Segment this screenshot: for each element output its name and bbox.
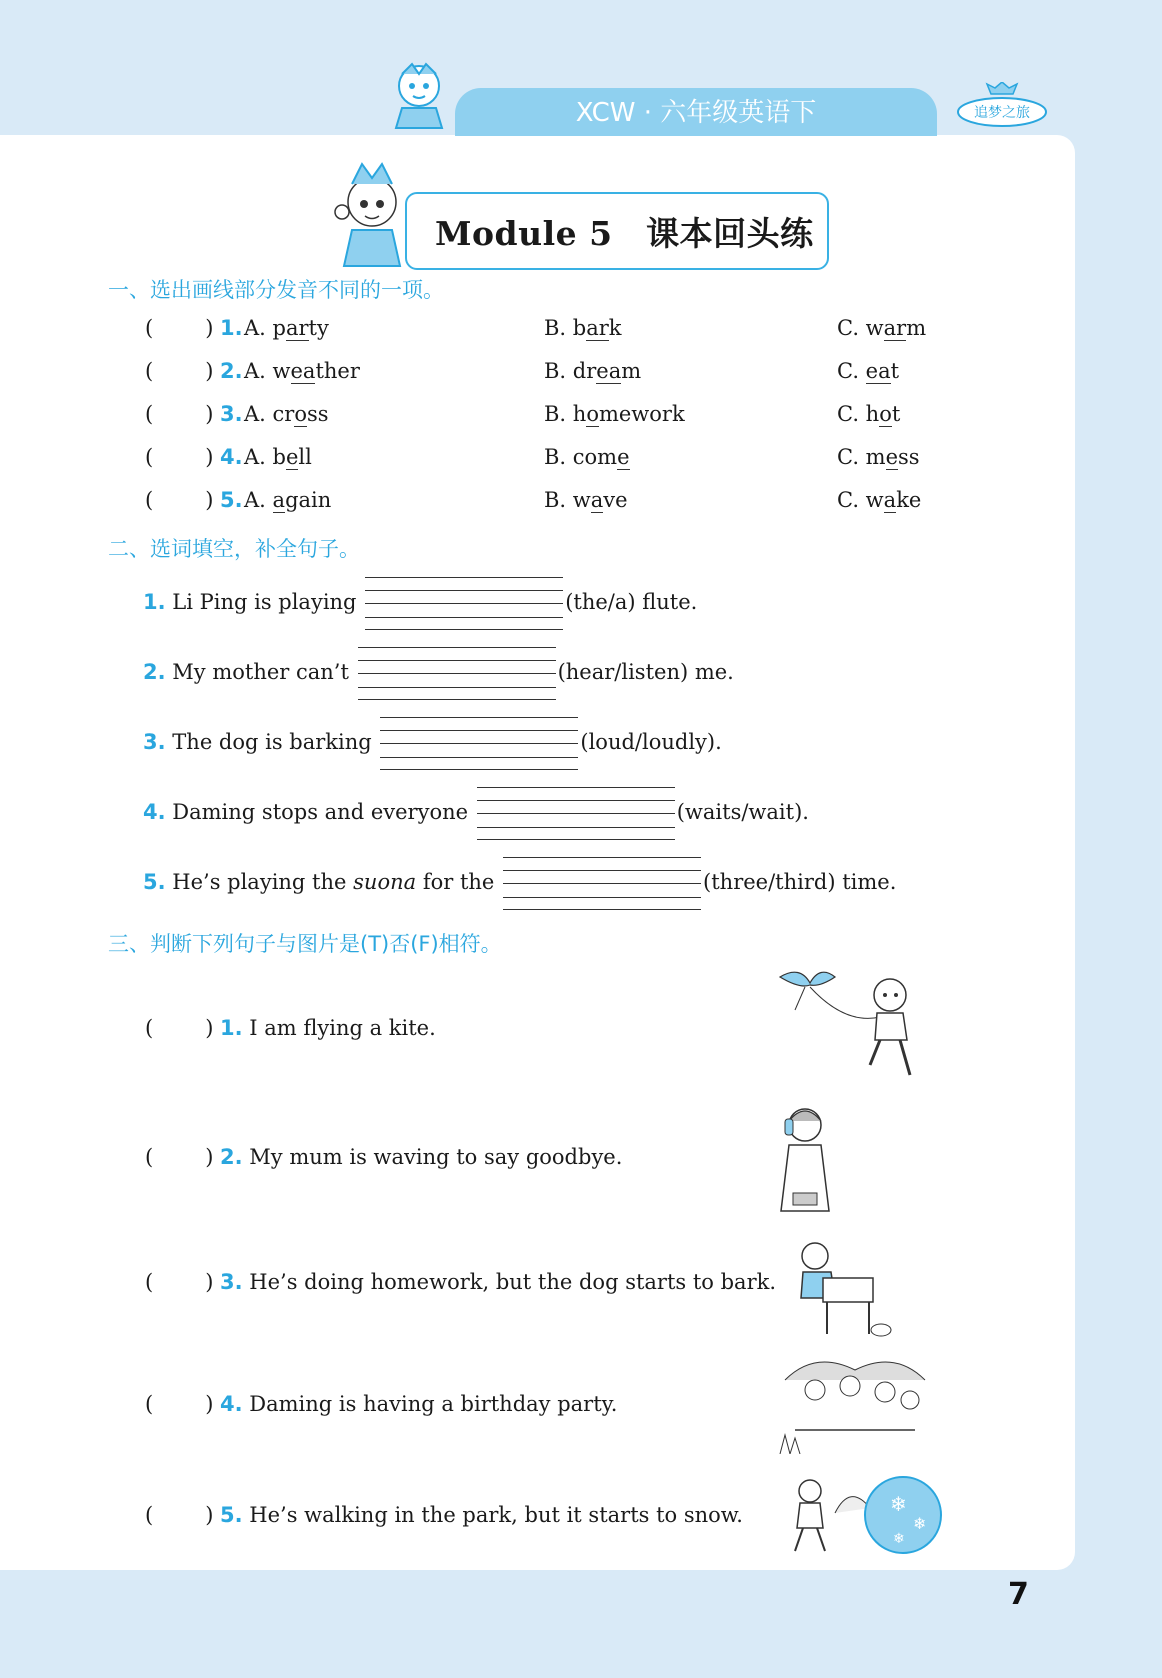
answer-blank[interactable]: ( ) xyxy=(145,1016,214,1040)
svg-text:❄: ❄ xyxy=(890,1492,907,1516)
question-number: 4. xyxy=(220,445,243,469)
fill-blank-sentence: 4. Daming stops and everyone (waits/wait). xyxy=(143,800,809,827)
answer-blank[interactable]: ( ) xyxy=(145,1503,214,1527)
option-b: B. wave xyxy=(544,488,628,512)
question-number: 1. xyxy=(220,316,243,340)
judgement-sentence: 5. He’s walking in the park, but it starts to snow. xyxy=(220,1503,743,1527)
section-2-title: 二、选词填空，补全句子。 xyxy=(108,537,360,561)
fill-blank-sentence: 2. My mother can’t (hear/listen) me. xyxy=(143,660,734,687)
judgement-sentence: 4. Daming is having a birthday party. xyxy=(220,1392,618,1416)
children-picnic-picture xyxy=(775,1350,927,1454)
woman-on-phone-picture xyxy=(775,1103,845,1213)
writing-lines[interactable] xyxy=(365,591,563,617)
judgement-sentence: 1. I am flying a kite. xyxy=(220,1016,436,1040)
question-number: 2. xyxy=(220,359,243,383)
header-banner: XCW · 六年级英语下 xyxy=(455,88,937,136)
answer-blank[interactable]: ( ) xyxy=(145,402,214,426)
svg-text:❄: ❄ xyxy=(893,1531,905,1547)
judgement-sentence: 3. He’s doing homework, but the dog starts to bark. xyxy=(220,1270,777,1294)
girl-mascot-icon xyxy=(384,56,454,134)
question-number: 5. xyxy=(220,488,243,512)
page-title: Module 5 课本回头练 xyxy=(435,214,814,253)
writing-lines[interactable] xyxy=(477,801,675,827)
option-a: A. cross xyxy=(244,402,329,426)
page-number: 7 xyxy=(1008,1577,1029,1612)
fill-blank-sentence: 1. Li Ping is playing (the/a) flute. xyxy=(143,590,697,617)
answer-blank[interactable]: ( ) xyxy=(145,359,214,383)
girl-mascot-icon xyxy=(332,160,412,268)
writing-lines[interactable] xyxy=(503,871,701,897)
section-3-title: 三、判断下列句子与图片是(T)否(F)相符。 xyxy=(108,932,502,956)
writing-lines[interactable] xyxy=(358,661,556,687)
logo-badge-icon xyxy=(955,82,1050,132)
question-number: 3. xyxy=(220,402,243,426)
option-c: C. wake xyxy=(837,488,922,512)
answer-blank[interactable]: ( ) xyxy=(145,488,214,512)
option-c: C. mess xyxy=(837,445,920,469)
option-b: B. homework xyxy=(544,402,685,426)
option-b: B. dream xyxy=(544,359,642,383)
writing-lines[interactable] xyxy=(380,731,578,757)
answer-blank[interactable]: ( ) xyxy=(145,445,214,469)
fill-blank-sentence: 5. He’s playing the suona for the (three/third) time. xyxy=(143,870,896,897)
option-a: A. weather xyxy=(244,359,360,383)
answer-blank[interactable]: ( ) xyxy=(145,1392,214,1416)
boy-flying-kite-picture xyxy=(775,965,925,1085)
option-c: C. hot xyxy=(837,402,901,426)
answer-blank[interactable]: ( ) xyxy=(145,1145,214,1169)
answer-blank[interactable]: ( ) xyxy=(145,1270,214,1294)
option-c: C. eat xyxy=(837,359,900,383)
option-a: A. party xyxy=(244,316,329,340)
fill-blank-sentence: 3. The dog is barking (loud/loudly). xyxy=(143,730,722,757)
boy-doing-homework-picture xyxy=(793,1238,893,1338)
svg-text:❄: ❄ xyxy=(913,1514,927,1533)
option-a: A. bell xyxy=(244,445,312,469)
boy-walking-snow-picture xyxy=(775,1473,943,1555)
section-1-title: 一、选出画线部分发音不同的一项。 xyxy=(108,278,444,302)
option-b: B. come xyxy=(544,445,630,469)
answer-blank[interactable]: ( ) xyxy=(145,316,214,340)
option-c: C. warm xyxy=(837,316,927,340)
judgement-sentence: 2. My mum is waving to say goodbye. xyxy=(220,1145,623,1169)
logo-text: 追梦之旅 xyxy=(974,105,1030,121)
module-title-box xyxy=(405,192,829,270)
option-a: A. again xyxy=(244,488,332,512)
option-b: B. bark xyxy=(544,316,622,340)
